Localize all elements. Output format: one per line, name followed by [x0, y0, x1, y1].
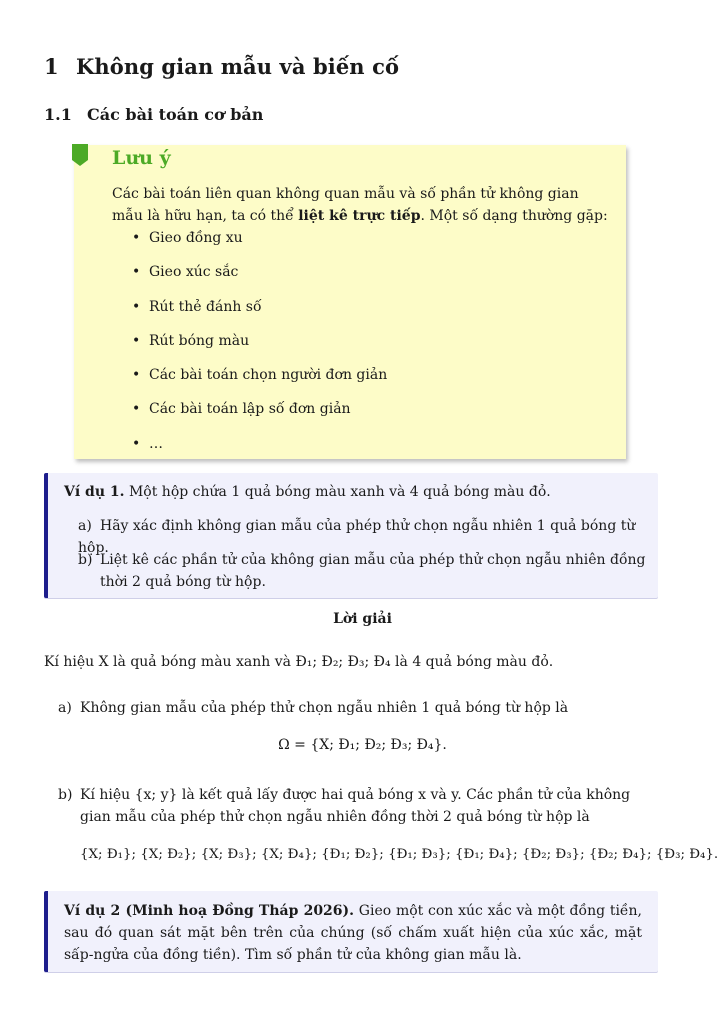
example-1-box: [44, 473, 658, 598]
example-2-text: Gieo một con xúc xắc và một đồng tiền, sau đó quan sát mặt bên trên của chúng (số chấm xuất hiện của xúc xắc, mặt sấp-ngửa của đồng tiền). Tìm số phần tử của không gian mẫu là.: [64, 903, 643, 963]
subsection-number: 1.1: [44, 105, 72, 124]
bookmark-flag-icon: [72, 144, 88, 166]
item-text: Liệt kê các phần tử của không gian mẫu của phép thử chọn ngẫu nhiên đồng thời 2 quả bóng từ hộp.: [100, 552, 646, 590]
list-item: • Rút bóng màu: [132, 330, 387, 364]
list-item: • Các bài toán lập số đơn giản: [132, 398, 387, 432]
note-text-part2: . Một số dạng thường gặp:: [420, 208, 608, 224]
example-1-item-b: [78, 549, 646, 593]
example-1-text: Một hộp chứa 1 quả bóng màu xanh và 4 quả bóng màu đỏ.: [128, 484, 551, 500]
part-a-label: a): [58, 700, 72, 716]
item-label: a): [78, 518, 92, 534]
list-item: • Rút thẻ đánh số: [132, 296, 387, 330]
example-1-intro: [64, 481, 648, 503]
subsection-heading: [44, 105, 263, 124]
solution-part-a: [58, 697, 568, 719]
part-b-label: b): [58, 787, 73, 803]
solution-part-b: [58, 784, 658, 828]
section-title: Không gian mẫu và biến cố: [76, 54, 400, 79]
example-1-label: Ví dụ 1.: [64, 484, 125, 500]
list-item: • …: [132, 433, 387, 467]
note-title: Lưu ý: [112, 147, 171, 169]
section-number: 1: [44, 54, 59, 79]
part-b-text: Kí hiệu {x; y} là kết quả lấy được hai quả bóng x và y. Các phần tử của không gian mẫu của phép thử chọn ngẫu nhiên đồng thời 2 quả bóng từ hộp là: [80, 787, 631, 825]
section-heading: [44, 54, 399, 79]
example-2-box: [44, 891, 658, 972]
list-item: • Gieo đồng xu: [132, 227, 387, 261]
note-text-part1: Các bài toán liên quan không quan mẫu và số phần tử không gian mẫu là hữu hạn, ta có thể: [112, 186, 579, 224]
example-2-text-block: [64, 900, 642, 966]
list-item: • Gieo xúc sắc: [132, 261, 387, 295]
subsection-title: Các bài toán cơ bản: [87, 105, 264, 124]
part-a-text: Không gian mẫu của phép thử chọn ngẫu nhiên 1 quả bóng từ hộp là: [80, 700, 569, 716]
item-label: b): [78, 552, 93, 568]
note-text: [112, 183, 612, 227]
item-text: Hãy xác định không gian mẫu của phép thử chọn ngẫu nhiên 1 quả bóng từ hộp.: [78, 518, 636, 556]
example-2-label: Ví dụ 2 (Minh hoạ Đồng Tháp 2026).: [64, 903, 355, 919]
note-list: [132, 227, 387, 467]
solution-intro: Kí hiệu X là quả bóng màu xanh và Đ₁; Đ₂; Đ₃; Đ₄ là 4 quả bóng màu đỏ.: [44, 654, 554, 670]
formula-sample-space-b: {X; Đ₁}; {X; Đ₂}; {X; Đ₃}; {X; Đ₄}; {Đ₁; Đ₂}; {Đ₁; Đ₃}; {Đ₁; Đ₄}; {Đ₂; Đ₃}; {Đ₂; Đ₄}; {Đ₃; Đ₄}.: [80, 847, 719, 862]
solution-heading: Lời giải: [333, 611, 392, 627]
formula-sample-space-a: Ω = {X; Đ₁; Đ₂; Đ₃; Đ₄}.: [278, 737, 447, 753]
list-item: • Các bài toán chọn người đơn giản: [132, 364, 387, 398]
note-text-bold: liệt kê trực tiếp: [298, 208, 421, 224]
